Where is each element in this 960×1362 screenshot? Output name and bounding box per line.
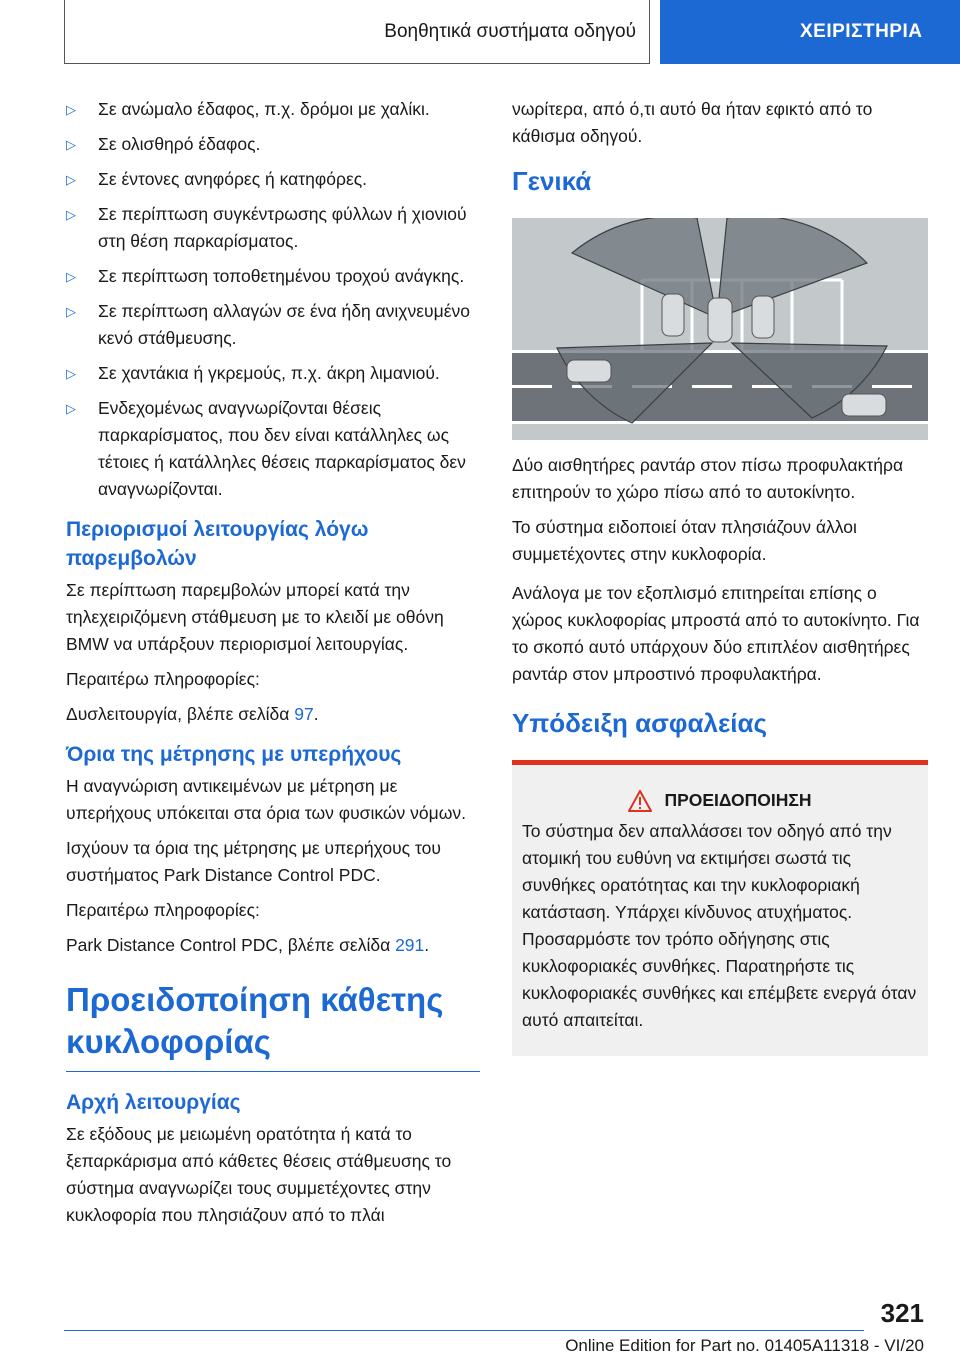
parking-radar-diagram xyxy=(512,218,928,440)
general-heading: Γενικά xyxy=(512,166,592,196)
reference-end: . xyxy=(313,704,319,724)
list-item-text: Σε ανώμαλο έδαφος, π.χ. δρόμοι με χαλίκι. xyxy=(98,99,430,119)
list-item xyxy=(66,166,480,193)
triangle-bullet-icon: ▷ xyxy=(66,172,76,187)
interference-more-info: Περαιτέρω πληροφορίες: xyxy=(66,669,260,689)
list-item-text: Σε περίπτωση τοποθετημένου τροχού ανάγκης. xyxy=(98,266,465,286)
limits-more-info: Περαιτέρω πληροφορίες: xyxy=(66,900,260,920)
page-link-291[interactable]: 291 xyxy=(395,935,425,955)
principle-text: Σε εξόδους με μειωμένη ορατότητα ή κατά το ξεπαρκάρισμα από κάθετες θέσεις στάθμευσης το σύστημα αναγνωρίζει τους συμμετέχοντες στην κυκλοφορία που πλησιάζουν από το πλάι xyxy=(66,1124,452,1225)
principle-heading: Αρχή λειτουργίας xyxy=(66,1091,241,1114)
interference-heading: Περιορισμοί λειτουργίας λόγω παρεμβολών xyxy=(66,518,369,570)
list-item xyxy=(66,131,480,158)
reference-text: Park Distance Control PDC, βλέπε σελίδα xyxy=(66,935,396,955)
warning-box xyxy=(512,760,928,1056)
list-item-text: Σε περίπτωση συγκέντρωσης φύλλων ή χιονιού στη θέση παρκαρίσματος. xyxy=(98,204,467,251)
list-item xyxy=(66,263,480,290)
triangle-bullet-icon: ▷ xyxy=(66,137,76,152)
safety-heading: Υπόδειξη ασφαλείας xyxy=(512,708,768,738)
triangle-bullet-icon: ▷ xyxy=(66,366,76,381)
reference-end: . xyxy=(424,935,430,955)
limits-text-1: Η αναγνώριση αντικειμένων με μέτρηση με υπερήχους υπόκειται στα όρια των φυσικών νόμων. xyxy=(66,776,466,823)
warning-title: ΠΡΟΕΙΔΟΠΟΙΗΣΗ xyxy=(664,790,812,810)
list-item xyxy=(66,395,480,503)
list-item-text: Ενδεχομένως αναγνωρίζονται θέσεις παρκαρίσματος, που δεν είναι κατάλληλες ως τέτοιες ή κατάλληλες θέσεις παρκαρίσματος δεν αναγνωρίζονται. xyxy=(98,398,466,499)
page-link-97[interactable]: 97 xyxy=(294,704,314,724)
triangle-bullet-icon: ▷ xyxy=(66,269,76,284)
page-number: 321 xyxy=(880,1298,924,1328)
footer-edition: Online Edition for Part no. 01405A11318 - VI/20 xyxy=(565,1336,924,1355)
list-item-text: Σε ολισθηρό έδαφος. xyxy=(98,134,261,154)
triangle-bullet-icon: ▷ xyxy=(66,207,76,222)
general-text-2: Το σύστημα ειδοποιεί όταν πλησιάζουν άλλοι συμμετέχοντες στην κυκλοφορία. xyxy=(512,517,857,564)
header-section-title: Βοηθητικά συστήματα οδηγού xyxy=(384,21,636,42)
list-item xyxy=(66,298,480,352)
own-car xyxy=(708,298,732,342)
interference-reference xyxy=(66,701,480,728)
approaching-car-right xyxy=(842,394,886,416)
limits-heading: Όρια της μέτρησης με υπερήχους xyxy=(66,743,402,766)
list-item-text: Σε χαντάκια ή γκρεμούς, π.χ. άκρη λιμανιού. xyxy=(98,363,440,383)
interference-text: Σε περίπτωση παρεμβολών μπορεί κατά την τηλεχειριζόμενη στάθμευση με το κλειδί με οθόνη BMW να υπάρξουν περιορισμοί λειτουργίας. xyxy=(66,580,444,654)
triangle-bullet-icon: ▷ xyxy=(66,102,76,117)
list-item-text: Σε περίπτωση αλλαγών σε ένα ήδη ανιχνευμένο κενό στάθμευσης. xyxy=(98,301,470,348)
main-section-heading: Προειδοποίηση κάθετης κυκλοφορίας xyxy=(66,979,480,1072)
bullet-list xyxy=(66,96,480,503)
warning-text: Το σύστημα δεν απαλλάσσει τον οδηγό από την ατομική του ευθύνη να εκτιμήσει σωστά τις συνθήκες ορατότητας και την κυκλοφοριακή κατάσταση. Υπάρχει κίνδυνος ατυχήματος. Προσαρμόστε τον τρόπο οδήγησης στις κυκλοφοριακές συνθήκες. Παρατηρήστε τις κυκλοφοριακές συνθήκες και επέμβετε ενεργά όταν αυτό απαιτείται. xyxy=(522,821,917,1030)
list-item xyxy=(66,360,480,387)
general-text-1: Δύο αισθητήρες ραντάρ στον πίσω προφυλακτήρα επιτηρούν το χώρο πίσω από το αυτοκίνητο. xyxy=(512,455,904,502)
list-item xyxy=(66,96,480,123)
warning-header xyxy=(522,787,918,814)
list-item xyxy=(66,201,480,255)
triangle-bullet-icon: ▷ xyxy=(66,401,76,416)
footer-divider xyxy=(64,1330,864,1331)
continuation-text: νωρίτερα, από ό,τι αυτό θα ήταν εφικτό από το κάθισμα οδηγού. xyxy=(512,99,873,146)
cross-traffic-illustration xyxy=(512,218,928,440)
right-column xyxy=(512,96,928,1056)
list-item-text: Σε έντονες ανηφόρες ή κατηφόρες. xyxy=(98,169,368,189)
triangle-bullet-icon: ▷ xyxy=(66,304,76,319)
limits-text-2: Ισχύουν τα όρια της μέτρησης με υπερήχους του συστήματος Park Distance Control PDC. xyxy=(66,838,441,885)
limits-reference xyxy=(66,932,480,959)
approaching-car-left xyxy=(567,360,611,382)
header-chapter-tab: ΧΕΙΡΙΣΤΗΡΙΑ xyxy=(660,0,960,64)
left-column xyxy=(66,96,480,1237)
reference-text: Δυσλειτουργία, βλέπε σελίδα xyxy=(66,704,295,724)
general-text-3: Ανάλογα με τον εξοπλισμό επιτηρείται επίσης ο χώρος κυκλοφορίας μπροστά από το αυτοκίνητο. Για το σκοπό αυτό υπάρχουν δύο επιπλέον αισθητήρες ραντάρ στον μπροστινό προφυλακτήρα. xyxy=(512,583,920,684)
warning-triangle-icon xyxy=(628,790,652,812)
